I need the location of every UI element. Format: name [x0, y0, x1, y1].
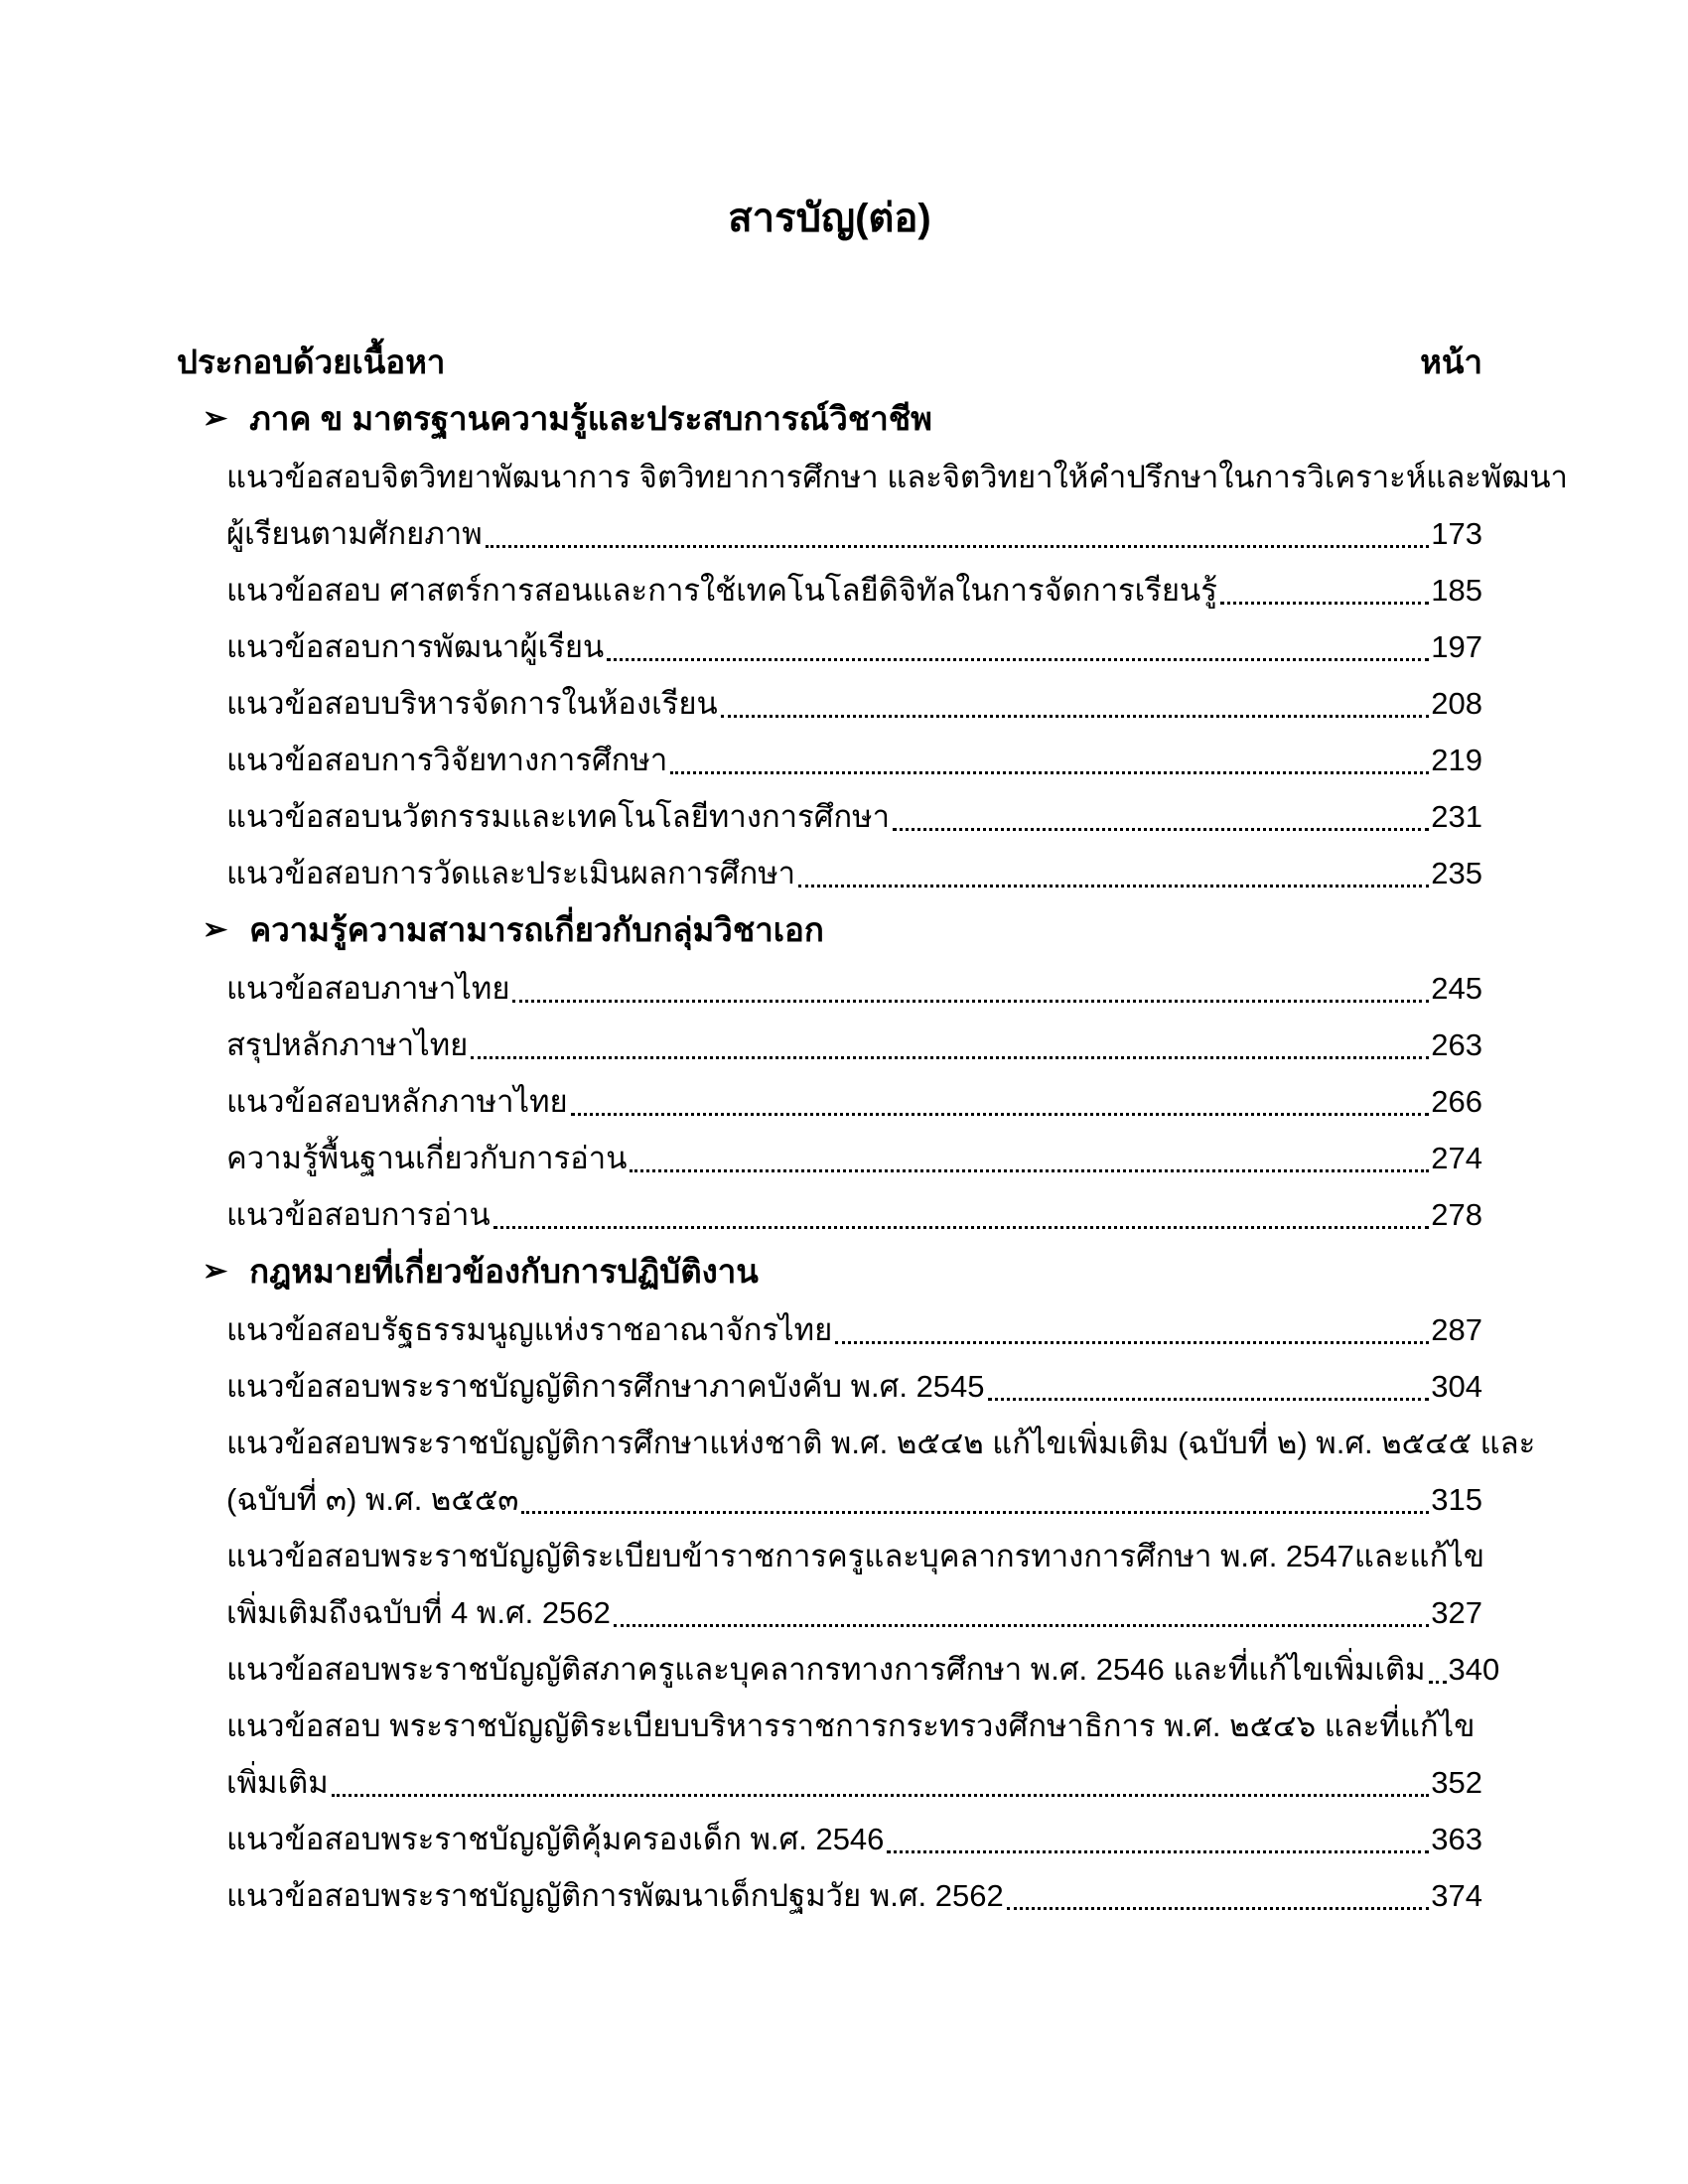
toc-entry [226, 1641, 1500, 1698]
toc-entry-page-number: 197 [1431, 629, 1482, 664]
toc-entry-label: แนวข้อสอบพระราชบัญญัติคุ้มครองเด็ก พ.ศ. 2546 [226, 1822, 885, 1856]
arrow-bullet-icon: ➢ [203, 1255, 228, 1288]
toc-entry-label: แนวข้อสอบพระราชบัญญัติการพัฒนาเด็กปฐมวัย พ.ศ. 2562 [226, 1878, 1004, 1913]
toc-entry-page-number: 315 [1431, 1482, 1482, 1517]
dot-leader [493, 1226, 1430, 1229]
arrow-bullet-icon: ➢ [203, 402, 228, 435]
toc-entry-page-number: 363 [1431, 1822, 1482, 1856]
section-heading [203, 901, 1482, 960]
dot-leader [571, 1113, 1430, 1116]
toc-body [177, 390, 1568, 1924]
toc-entry-page-number: 231 [1431, 799, 1482, 834]
toc-entry-page-number: 245 [1431, 971, 1482, 1006]
toc-entry-label: แนวข้อสอบนวัตกรรมและเทคโนโลยีทางการศึกษา [226, 799, 890, 834]
toc-entry-label: แนวข้อสอบภาษาไทย [226, 971, 510, 1006]
dot-leader [332, 1794, 1430, 1797]
toc-entry-page-number: 304 [1431, 1369, 1482, 1404]
dot-leader [887, 1850, 1429, 1853]
dot-leader [1429, 1681, 1447, 1684]
section-heading-label: ภาค ข มาตรฐานความรู้และประสบการณ์วิชาชีพ [249, 400, 932, 437]
toc-entry [226, 1358, 1482, 1415]
toc-entry-page-number: 340 [1448, 1652, 1500, 1687]
dot-leader [988, 1398, 1430, 1401]
dot-leader [607, 658, 1429, 661]
toc-entry-page-number: 173 [1431, 516, 1482, 551]
toc-entry-label: แนวข้อสอบรัฐธรรมนูญแห่งราชอาณาจักรไทย [226, 1312, 833, 1347]
toc-entry-label: เพิ่มเติม [226, 1765, 329, 1800]
toc-header-content-label: ประกอบด้วยเนื้อหา [177, 343, 446, 380]
toc-entry [226, 1301, 1482, 1358]
toc-entry-label: เพิ่มเติมถึงฉบับที่ 4 พ.ศ. 2562 [226, 1595, 611, 1630]
toc-entry [226, 1186, 1482, 1243]
toc-entry-label: แนวข้อสอบพระราชบัญญัติสภาครูและบุคลากรทางการศึกษา พ.ศ. 2546 และที่แก้ไขเพิ่มเติม [226, 1652, 1426, 1687]
dot-leader [1220, 602, 1429, 605]
toc-entry-line1: แนวข้อสอบพระราชบัญญัติการศึกษาแห่งชาติ พ.ศ. ๒๕๔๒ แก้ไขเพิ่มเติม (ฉบับที่ ๒) พ.ศ. ๒๕๔๕ และ [226, 1426, 1536, 1460]
toc-entry-label: (ฉบับที่ ๓) พ.ศ. ๒๕๕๓ [226, 1482, 519, 1517]
toc-entry [226, 1130, 1482, 1186]
toc-entry-line1: แนวข้อสอบพระราชบัญญัติระเบียบข้าราชการครูและบุคลากรทางการศึกษา พ.ศ. 2547และแก้ไข [226, 1539, 1485, 1573]
toc-entry [226, 1754, 1482, 1811]
toc-entry-label: แนวข้อสอบหลักภาษาไทย [226, 1084, 568, 1119]
toc-entry [226, 960, 1482, 1017]
toc-entry [226, 562, 1482, 618]
page-title: สารบัญ(ต่อ) [728, 197, 931, 240]
toc-entry [226, 1471, 1482, 1528]
toc-entry-page-number: 274 [1431, 1141, 1482, 1175]
toc-entry-label: แนวข้อสอบการพัฒนาผู้เรียน [226, 629, 605, 664]
section-heading-label: กฎหมายที่เกี่ยวข้องกับการปฏิบัติงาน [249, 1253, 759, 1290]
toc-entry-label: แนวข้อสอบบริหารจัดการในห้องเรียน [226, 686, 718, 721]
toc-header-page-label: หน้า [1420, 343, 1482, 380]
toc-entry-page-number: 327 [1431, 1595, 1482, 1630]
toc-entry-page-number: 219 [1431, 743, 1482, 777]
toc-entry [226, 845, 1482, 901]
dot-leader [630, 1169, 1429, 1172]
toc-entry [226, 675, 1482, 732]
toc-entry-label: ความรู้พื้นฐานเกี่ยวกับการอ่าน [226, 1141, 628, 1175]
document-page [177, 0, 1568, 1924]
dot-leader [670, 771, 1429, 774]
section-heading [203, 1243, 1482, 1301]
toc-entry-label: แนวข้อสอบการวิจัยทางการศึกษา [226, 743, 668, 777]
toc-entry-label: แนวข้อสอบ ศาสตร์การสอนและการใช้เทคโนโลยีดิจิทัลในการจัดการเรียนรู้ [226, 573, 1217, 608]
toc-entry [226, 1017, 1482, 1073]
dot-leader [471, 1056, 1429, 1059]
toc-entry-page-number: 278 [1431, 1197, 1482, 1232]
toc-entry-page-number: 374 [1431, 1878, 1482, 1913]
toc-entry-page-number: 287 [1431, 1312, 1482, 1347]
toc-entry [226, 1073, 1482, 1130]
toc-entry [226, 732, 1482, 788]
section-heading [203, 390, 1482, 449]
dot-leader [721, 715, 1430, 718]
toc-entry [226, 1584, 1482, 1641]
toc-entry-page-number: 263 [1431, 1027, 1482, 1062]
toc-entry-line1: แนวข้อสอบจิตวิทยาพัฒนาการ จิตวิทยาการศึกษา และจิตวิทยาให้คำปรึกษาในการวิเคราะห์และพัฒนา [226, 460, 1568, 494]
toc-entry-label: ผู้เรียนตามศักยภาพ [226, 516, 483, 551]
toc-entry-label: แนวข้อสอบการอ่าน [226, 1197, 491, 1232]
toc-entry-label: สรุปหลักภาษาไทย [226, 1027, 469, 1062]
dot-leader [512, 1000, 1429, 1003]
toc-entry-page-number: 185 [1431, 573, 1482, 608]
toc-entry [226, 505, 1482, 562]
dot-leader [521, 1511, 1429, 1514]
dot-leader [1007, 1907, 1430, 1910]
toc-entry [226, 618, 1482, 675]
dot-leader [486, 545, 1430, 548]
toc-entry-label: แนวข้อสอบพระราชบัญญัติการศึกษาภาคบังคับ พ.ศ. 2545 [226, 1369, 985, 1404]
toc-header [177, 334, 1482, 390]
toc-entry-page-number: 235 [1431, 856, 1482, 890]
toc-entry-page-number: 352 [1431, 1765, 1482, 1800]
dot-leader [835, 1341, 1429, 1344]
dot-leader [893, 828, 1429, 831]
toc-entry-label: แนวข้อสอบการวัดและประเมินผลการศึกษา [226, 856, 796, 890]
dot-leader [614, 1624, 1429, 1627]
toc-entry-page-number: 208 [1431, 686, 1482, 721]
toc-entry-line1: แนวข้อสอบ พระราชบัญญัติระเบียบบริหารราชการกระทรวงศึกษาธิการ พ.ศ. ๒๕๔๖ และที่แก้ไข [226, 1708, 1476, 1743]
toc-entry [226, 1811, 1482, 1867]
dot-leader [798, 885, 1429, 887]
arrow-bullet-icon: ➢ [203, 913, 228, 946]
toc-entry [226, 1867, 1482, 1924]
section-heading-label: ความรู้ความสามารถเกี่ยวกับกลุ่มวิชาเอก [249, 911, 824, 948]
toc-entry-page-number: 266 [1431, 1084, 1482, 1119]
toc-entry [226, 788, 1482, 845]
